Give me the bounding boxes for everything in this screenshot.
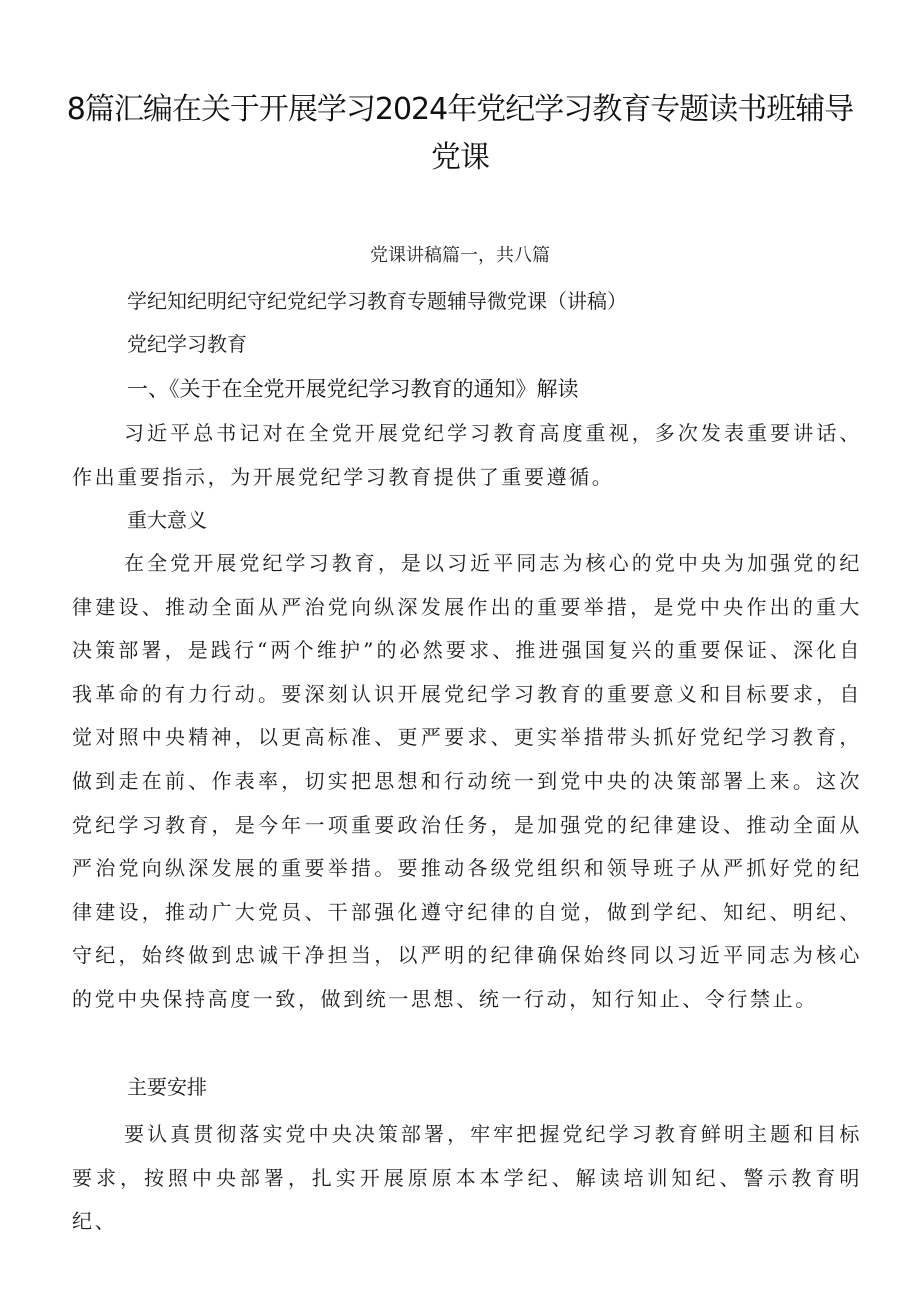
document-title: 8篇汇编在关于开展学习2024年党纪学习教育专题读书班辅导党课 (66, 92, 854, 175)
subheading-significance: 重大意义 (127, 508, 207, 532)
paragraph-significance: 在全党开展党纪学习教育，是以习近平同志为核心的党中央为加强党的纪律建设、推动全面从严治党向纵深发展作出的重要举措，是党中央作出的重大决策部署，是践行“两个维护”的必然要求、推进强国复兴的重要保证、深化自我革命的有力行动。要深刻认识开展党纪学习教育的重要意义和目标要求，自觉对照中央精神，以更高标准、更严要求、更实举措带头抓好党纪学习教育，做到走在前、作表率，切实把思想和行动统一到党中央的决策部署上来。这次党纪学习教育，是今年一项重要政治任务，是加强党的纪律建设、推动全面从严治党向纵深发展的重要举措。要推动各级党组织和领导班子从严抓好党的纪律建设，推动广大党员、干部强化遵守纪律的自觉，做到学纪、知纪、明纪、守纪，始终做到忠诚干净担当，以严明的纪律确保始终同以习近平同志为核心的党中央保持高度一致，做到统一思想、统一行动，知行知止、令行禁止。 (72, 551, 862, 1011)
subheading-arrangement: 主要安排 (127, 1075, 207, 1099)
label-line: 党纪学习教育 (127, 332, 247, 356)
topic-line: 学纪知纪明纪守纪党纪学习教育专题辅导微党课（讲稿） (127, 289, 627, 313)
paragraph-arrangement: 要认真贯彻落实党中央决策部署，牢牢把握党纪学习教育鲜明主题和目标要求，按照中央部署，扎实开展原原本本学纪、解读培训知纪、警示教育明纪、 (72, 1122, 862, 1234)
paragraph-intro: 习近平总书记对在全党开展党纪学习教育高度重视，多次发表重要讲话、作出重要指示，为开展党纪学习教育提供了重要遵循。 (72, 421, 862, 489)
section-heading: 一、《关于在全党开展党纪学习教育的通知》解读 (127, 377, 579, 401)
document-subtitle: 党课讲稿篇一，共八篇 (370, 245, 550, 266)
